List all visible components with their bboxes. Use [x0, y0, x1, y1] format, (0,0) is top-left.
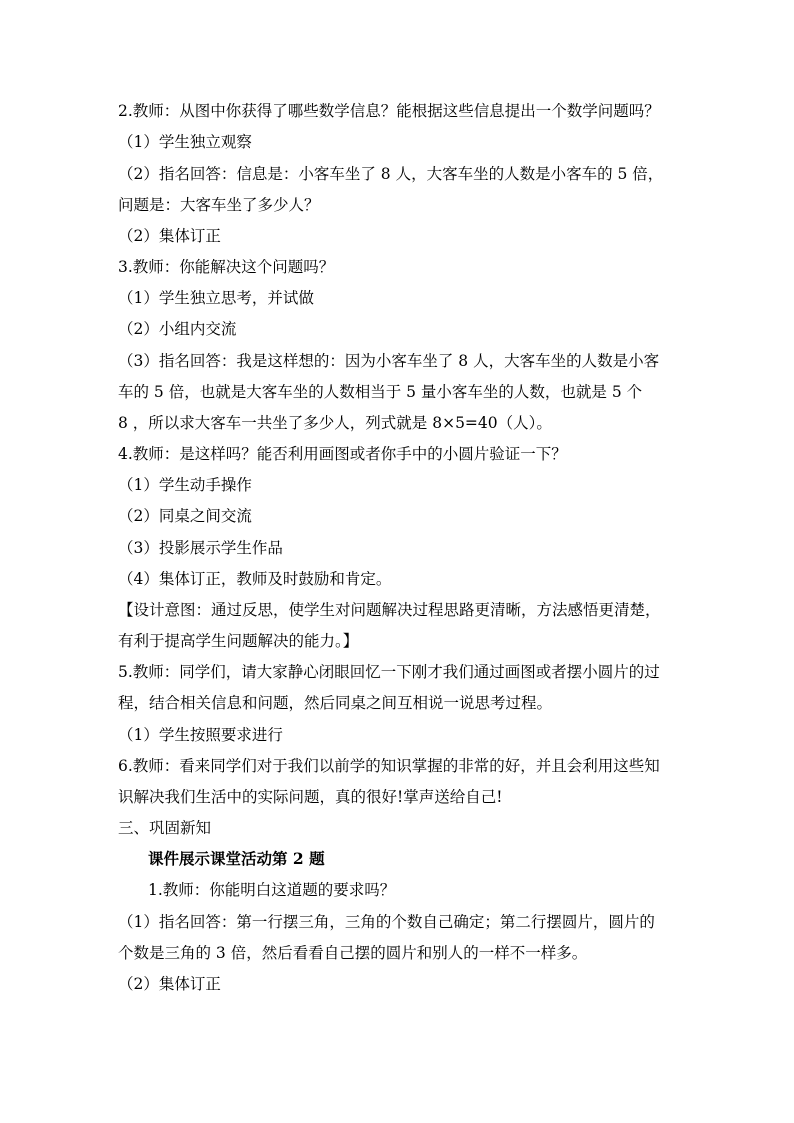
- paragraph-line: 问题是：大客车坐了多少人？: [118, 196, 320, 214]
- paragraph-line: （1）学生独立观察: [118, 133, 252, 151]
- design-intent-line: 有利于提高学生问题解决的能力。】: [118, 632, 359, 650]
- section-heading: 三、巩固新知: [118, 819, 212, 837]
- paragraph-line: （4）集体订正，教师及时鼓励和肯定。: [118, 570, 392, 588]
- paragraph-line: 8 ，所以求大客车一共坐了多少人，列式就是 8×5=40（人）。: [118, 414, 552, 432]
- paragraph-line: 识解决我们生活中的实际问题，真的很好!掌声送给自己!: [118, 788, 503, 806]
- paragraph-line: （1）学生按照要求进行: [118, 726, 283, 744]
- paragraph-line: 6.教师：看来同学们对于我们以前学的知识掌握的非常的好，并且会利用这些知: [118, 757, 660, 775]
- paragraph-line: （2）指名回答：信息是：小客车坐了 8 人，大客车坐的人数是小客车的 5 倍，: [118, 165, 664, 183]
- design-intent-line: 【设计意图：通过反思，使学生对问题解决过程思路更清晰，方法感悟更清楚，: [118, 601, 661, 619]
- paragraph-line: （1）学生动手操作: [118, 476, 252, 494]
- paragraph-line: （3）指名回答：我是这样想的：因为小客车坐了 8 人，大客车坐的人数是小客: [118, 352, 660, 370]
- paragraph-line: （2）小组内交流: [118, 320, 237, 338]
- paragraph-line: （2）同桌之间交流: [118, 507, 252, 525]
- paragraph-line: （1）学生独立思考，并试做: [118, 289, 314, 307]
- activity-heading: 课件展示课堂活动第 2 题: [148, 849, 325, 868]
- paragraph-line: （3）投影展示学生作品: [118, 539, 283, 557]
- paragraph-line: 2.教师：从图中你获得了哪些数学信息？能根据这些信息提出一个数学问题吗？: [118, 102, 660, 120]
- paragraph-line: （2）集体订正: [118, 227, 221, 245]
- paragraph-line: 程，结合相关信息和问题，然后同桌之间互相说一说思考过程。: [118, 694, 553, 712]
- paragraph-line: 5.教师：同学们，请大家静心闭眼回忆一下刚才我们通过画图或者摆小圆片的过: [118, 663, 660, 681]
- paragraph-line: （2）集体订正: [118, 975, 221, 993]
- paragraph-line: 3.教师：你能解决这个问题吗？: [118, 258, 335, 276]
- paragraph-line: 个数是三角的 3 倍，然后看看自己摆的圆片和别人的一样不一样多。: [118, 944, 588, 962]
- paragraph-line: 4.教师：是这样吗？能否利用画图或者你手中的小圆片验证一下？: [118, 445, 567, 463]
- paragraph-line: 车的 5 倍，也就是大客车坐的人数相当于 5 量小客车坐的人数，也就是 5 个: [118, 383, 643, 401]
- paragraph-line: （1）指名回答：第一行摆三角，三角的个数自己确定；第二行摆圆片，圆片的: [118, 913, 655, 931]
- paragraph-line: 1.教师：你能明白这道题的要求吗？: [148, 881, 396, 899]
